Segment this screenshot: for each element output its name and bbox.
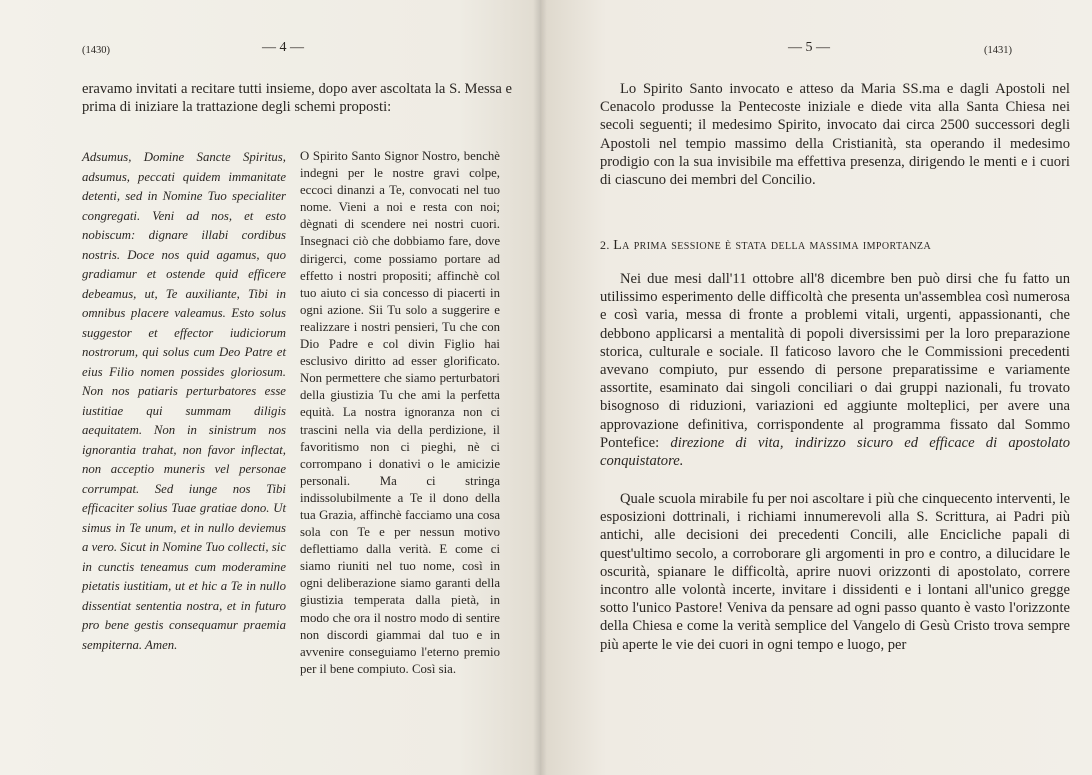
latin-prayer: Adsumus, Domine Sancte Spiritus, adsumus, peccati quidem immanitate detenti, sed in Nomine Tuo specialiter congregati. Veni ad nos, et esto nobiscum: dignare illabi cordibus nostris. Doce nos quid agamus, quo gradiamur et ostende quid efficere debeamus, ut, Te auxiliante, Tibi in omnibus placere valeamus. Esto solus suggestor et effector iudiciorum nostrorum, qui solus cum Deo Patre et eius Filio nomen possides gloriosum. Non nos patiaris perturbatores esse iustitiae qui summam diligis aequitatem. Non in sinistrum nos ignorantia trahat, non favor inflectat, non acceptio muneris vel personae corrumpat. Sed iunge nos Tibi efficaciter solius Tuae gratiae dono. Ut simus in Te unum, et in nullo deviemus a vero. Sicut in Nomine Tuo collecti, sic in cunctis teneamus cum moderamine pietatis iustitiam, ut et hic a Te in nullo dissentiat sententia nostra, et in futuro pro bene gestis consequamur praemia sempiterna. Amen.	[82, 150, 286, 652]
left-folio: — 4 —	[262, 40, 304, 55]
paragraph-session-text: Nei due mesi dall'11 ottobre all'8 dicembre ben può dirsi che fu fatto un utilissimo esperimento delle difficoltà che presenta un'assemblea così numerosa e così varia, messa di fronte a problemi vitali, urgenti, appassionanti, che debbono applicarsi a mentalità di popoli diversissimi per la loro preparazione storica, culturale e sociale. Il faticoso lavoro che le Commissioni precedenti avevano compiuto, pur essendo di persone preparatissime e variamente assortite, esaminato dai singoli conciliari o dai gruppi nazionali, fu trovato bisognoso di riduzioni, variazioni ed aggiunte molteplici, per avere una approvazione definitiva, corrispondente al programma fissato dal Sommo Pontefice:	[600, 271, 1070, 451]
section-number: 2.	[600, 238, 610, 252]
right-folio: — 5 —	[788, 40, 830, 55]
paragraph-school: Quale scuola mirabile fu per noi ascoltare i più che cinquecento interventi, le esposizioni dottrinali, i richiami innumerevoli alla S. Scrittura, ai Padri più antichi, alle decisioni dei precedenti Concili, alle Encicliche papali di quest'ultimo secolo, a corroborare gli argomenti in pro e contro, a dilucidare le oscurità, spianare le difficoltà, aprire nuovi orizzonti di apostolato, correre incontro alle volontà incerte, invitare i dissidenti e i lontani all'unico gregge sotto l'unico Pastore! Veniva da pensare ad ogni passo quanto è vasto l'orizzonte della Chiesa e come la verità semplice del Vangelo di Gesù Cristo trova sempre più aperte le vie dei cuori in ogni tempo e luogo, per	[600, 491, 1070, 653]
left-page-number: (1430)	[82, 45, 110, 56]
section-title: La prima sessione è stata della massima importanza	[613, 238, 932, 253]
paragraph-session	[600, 270, 1070, 470]
left-page	[0, 0, 540, 775]
paragraph-session-italic: direzione di vita, indirizzo sicuro ed efficace di apostolato conquistatore.	[600, 434, 1071, 470]
book-gutter	[533, 0, 547, 775]
intro-paragraph: eravamo invitati a recitare tutti insieme, dopo aver ascoltata la S. Messa e prima di iniziare la trattazione degli schemi proposti:	[82, 81, 512, 116]
right-page-number: (1431)	[984, 45, 1012, 56]
italian-prayer: O Spirito Santo Signor Nostro, benchè indegni per le nostre gravi colpe, eccoci dinanzi a Te, convocati nel tuo nome. Vieni a noi e resta con noi; dègnati di scendere nei nostri cuori. Insegnaci ciò che dobbiamo fare, dove dirigerci, come possiamo portare ad effetto i nostri propositi; affinchè col tuo aiuto ci sia concesso di piacerti in ogni azione. Sii Tu solo a suggerire e realizzare i nostri pensieri, Tu che con Dio Padre e col divin Figlio hai esclusivo diritto ad esser glorificato. Non permettere che siamo perturbatori della giustizia Tu che ami la perfetta equità. La nostra ignoranza non ci trascini nella via della perdizione, il favoritismo non ci pieghi, nè ci corrompano i donativi o le amicizie personali. Ma ci stringa indissolubilmente a Te il dono della tua Grazia, affinchè facciamo una cosa sola con Te e per nessun motivo deflettiamo dalla verità. E come ci siamo riuniti nel tuo nome, così in ogni deliberazione siamo garanti della giustizia temperata dalla pietà, in modo che ora il nostro modo di sentire non discordi giammai dal tuo e in avvenire conseguiamo l'eterno premio per il bene compiuto. Così sia.	[300, 149, 500, 676]
paragraph-pentecost: Lo Spirito Santo invocato e atteso da Maria SS.ma e dagli Apostoli nel Cenacolo produsse la Pentecoste iniziale e diede vita alla Santa Chiesa nei secoli seguenti; il medesimo Spirito, invocato dai circa 2500 successori degli Apostoli nel tempio massimo della Cristianità, sta operando il medesimo prodigio con la sua invisibile ma effettiva presenza, dirigendo le menti e i cuori di ciascuno dei membri del Concilio.	[600, 81, 1070, 189]
right-page	[540, 0, 1092, 775]
section-heading	[600, 238, 1070, 254]
